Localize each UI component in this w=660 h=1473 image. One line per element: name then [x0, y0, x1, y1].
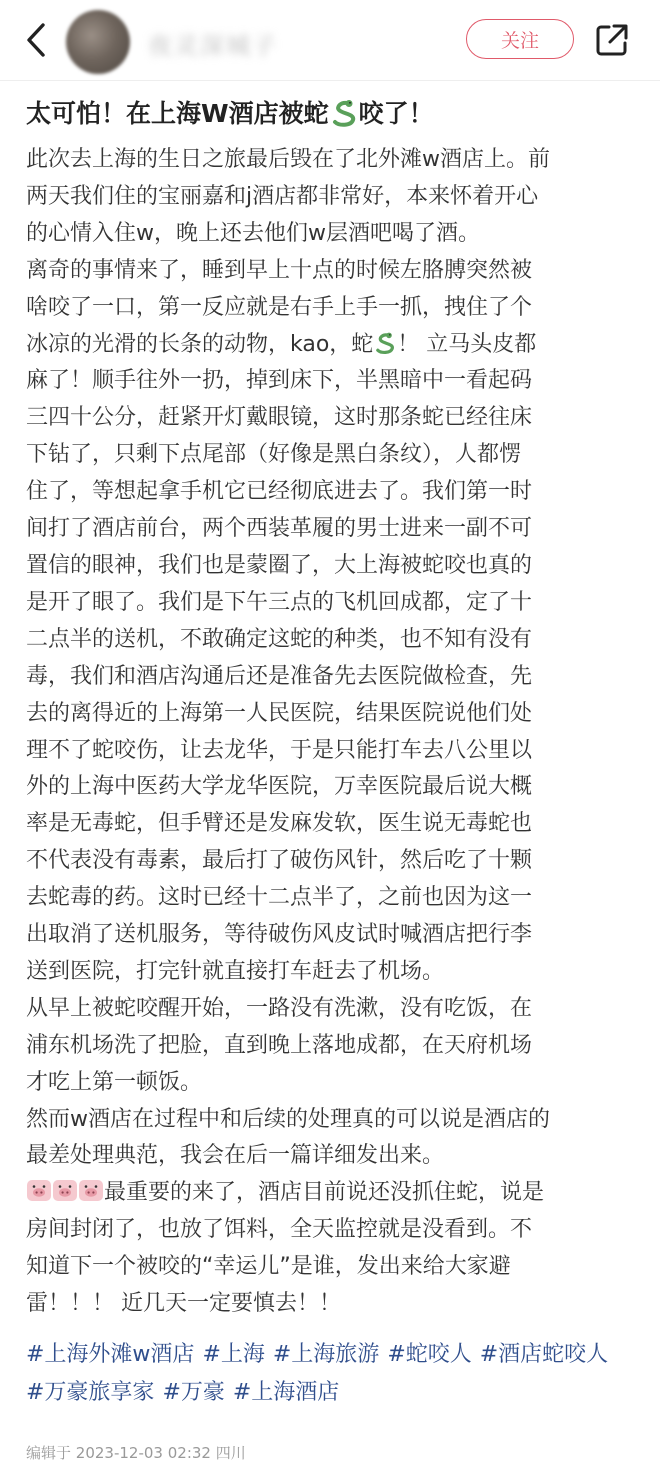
paragraph-3 — [26, 991, 638, 1102]
text-line — [26, 327, 638, 364]
text-line: 出取消了送机服务，等待破伤风皮试时喊酒店把行李 — [26, 922, 533, 948]
text-line: 外的上海中医药大学龙华医院，万幸医院最后说大概 — [26, 774, 533, 800]
pig-face-emoji — [78, 1177, 104, 1203]
text-line: 是开了眼了。我们是下午三点的飞机回成都，定了十 — [26, 589, 533, 615]
back-button[interactable] — [18, 18, 54, 62]
paragraph-4 — [26, 1102, 638, 1176]
text-line: 才吃上第一顿饭。 — [26, 1069, 203, 1095]
edit-info — [26, 1442, 246, 1463]
text-line: 啥咬了一口，第一反应就是右手上手一抓，拽住了个 — [26, 294, 533, 320]
share-icon — [595, 23, 629, 57]
hashtag-link[interactable]: #上海外滩w酒店 — [26, 1342, 195, 1367]
text-line: 知道下一个被咬的“幸运儿”是谁，发出来给大家避 — [26, 1254, 511, 1280]
text-line: 房间封闭了，也放了饵料，全天监控就是没看到。不 — [26, 1217, 533, 1243]
text-line — [26, 1175, 638, 1212]
share-button[interactable] — [592, 20, 632, 60]
edit-prefix: 编辑于 — [26, 1444, 72, 1462]
top-bar — [0, 0, 660, 81]
text-line: 然而w酒店在过程中和后续的处理真的可以说是酒店的 — [26, 1106, 550, 1132]
post-title-text-a: 太可怕！在上海W酒店被蛇 — [26, 99, 329, 128]
author-name[interactable]: 夜灵深城子 — [148, 32, 278, 60]
hashtag-list — [26, 1336, 638, 1412]
text-line: 浦东机场洗了把脸，直到晚上落地成都，在天府机场 — [26, 1032, 533, 1058]
paragraph-5 — [26, 1175, 638, 1323]
text-line: 理不了蛇咬伤，让去龙华，于是只能打车去八公里以 — [26, 737, 533, 763]
text-line: 麻了！顺手往外一扔，掉到床下，半黑暗中一看起码 — [26, 368, 533, 394]
edit-location: 四川 — [215, 1444, 246, 1462]
pig-face-emoji — [26, 1177, 52, 1203]
hashtag-link[interactable]: #上海旅游 — [272, 1342, 380, 1367]
follow-button[interactable]: 关注 — [466, 19, 574, 59]
paragraph-2 — [26, 253, 638, 991]
hashtag-link[interactable]: #蛇咬人 — [387, 1342, 472, 1367]
text-line: 离奇的事情来了，睡到早上十点的时候左胳膊突然被 — [26, 257, 533, 283]
hashtag-link[interactable]: #万豪旅享家 — [26, 1380, 155, 1405]
text-segment: ！ 立马头皮都 — [397, 331, 537, 357]
text-line: 毒，我们和酒店沟通后还是准备先去医院做检查，先 — [26, 663, 533, 689]
paragraph-1 — [26, 142, 638, 253]
text-line: 不代表没有毒素，最后打了破伤风针，然后吃了十颗 — [26, 848, 533, 874]
post-title-text-b: 咬了！ — [358, 99, 434, 128]
post-body — [26, 142, 638, 1323]
text-line: 两天我们住的宝丽嘉和j酒店都非常好，本来怀着开心 — [26, 183, 539, 209]
text-line: 置信的眼神，我们也是蒙圈了，大上海被蛇咬也真的 — [26, 552, 533, 578]
text-line: 下钻了，只剩下点尾部（好像是黑白条纹），人都愣 — [26, 442, 522, 468]
text-line: 率是无毒蛇，但手臂还是发麻发软，医生说无毒蛇也 — [26, 811, 533, 837]
text-line: 三四十公分，赶紧开灯戴眼镜，这时那条蛇已经往床 — [26, 405, 533, 431]
text-line: 去蛇毒的药。这时已经十二点半了，之前也因为这一 — [26, 885, 533, 911]
text-line: 二点半的送机，不敢确定这蛇的种类，也不知有没有 — [26, 626, 533, 652]
avatar[interactable] — [66, 10, 130, 74]
hashtag-link[interactable]: #上海酒店 — [232, 1380, 340, 1405]
hashtag-link[interactable]: #酒店蛇咬人 — [479, 1342, 609, 1367]
text-line: 去的离得近的上海第一人民医院，结果医院说他们处 — [26, 700, 533, 726]
hashtag-link[interactable]: #万豪 — [162, 1380, 225, 1405]
text-line: 送到医院，打完针就直接打车赶去了机场。 — [26, 958, 445, 984]
text-segment: 冰凉的光滑的长条的动物，kao，蛇 — [26, 331, 374, 357]
text-line: 从早上被蛇咬醒开始，一路没有洗漱，没有吃饭，在 — [26, 995, 533, 1021]
snake-emoji — [329, 98, 359, 128]
text-line: 住了，等想起拿手机它已经彻底进去了。我们第一时 — [26, 479, 533, 505]
post-title — [26, 94, 636, 134]
text-line: 雷！！！ 近几天一定要慎去！！ — [26, 1291, 341, 1317]
snake-emoji — [373, 331, 397, 355]
text-line: 间打了酒店前台，两个西装革履的男士进来一副不可 — [26, 516, 533, 542]
text-segment: 最重要的来了，酒店目前说还没抓住蛇，说是 — [104, 1180, 545, 1206]
edit-time: 2023-12-03 02:32 — [75, 1444, 211, 1462]
text-line: 的心情入住w，晚上还去他们w层酒吧喝了酒。 — [26, 220, 480, 246]
text-line: 此次去上海的生日之旅最后毁在了北外滩w酒店上。前 — [26, 147, 550, 172]
pig-face-emoji — [52, 1177, 78, 1203]
chevron-left-icon — [25, 22, 47, 58]
text-line: 最差处理典范，我会在后一篇详细发出来。 — [26, 1143, 445, 1169]
hashtag-link[interactable]: #上海 — [202, 1342, 265, 1367]
